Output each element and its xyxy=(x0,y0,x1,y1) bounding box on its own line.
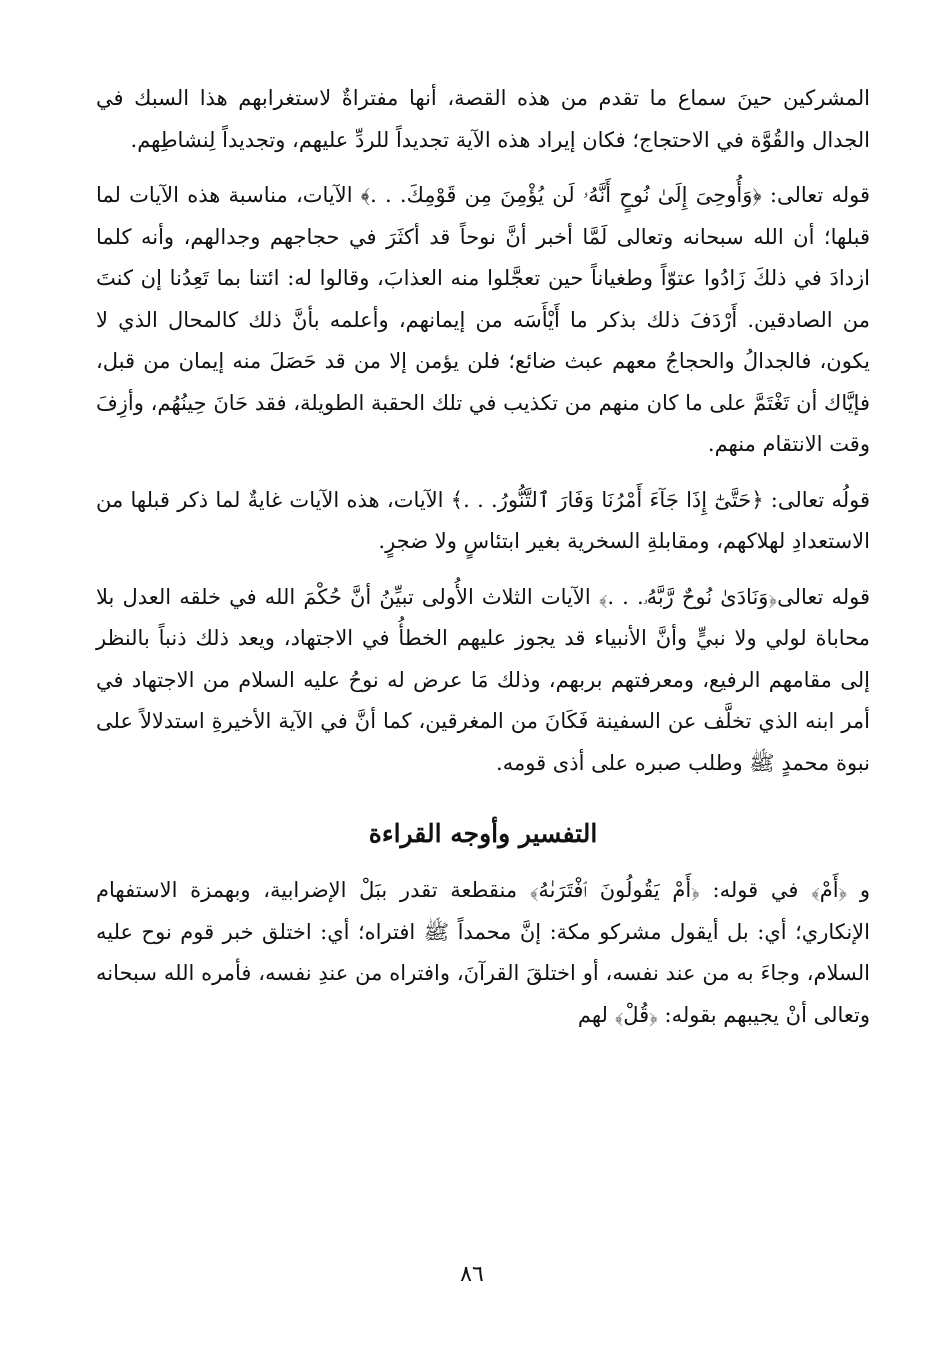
page-body xyxy=(96,78,870,1036)
page-number: ٨٦ xyxy=(460,1262,484,1287)
paragraph-1: المشركين حينَ سماع ما تقدم من هذه القصة، أنها مفتراةٌ لاستغرابهم هذا السبك في الجدال والقُوَّة في الاحتجاج؛ فكان إيراد هذه الآية تجديداً للردِّ عليهم، وتجديداً لِنشاطِهم. xyxy=(96,86,870,152)
section-heading: التفسير وأوجه القراءة xyxy=(368,819,598,848)
paragraph-4: قوله تعالى﴿وَنَادَىٰ نُوحٌ رَّبَّهُۥ. . .﴾ الآيات الثلاث الأُولى تبيِّنُ أنَّ حُكْمَ الله في خلقه العدل بلا محاباة لولي ولا نبيٍّ وأنَّ الأنبياء قد يجوز عليهم الخطأُ في الاجتهاد، ويعد ذلك ذنباً بالنظر إلى مقامهم الرفيع، ومعرفتهم بربهم، وذلك مَا عرض له نوحُ عليه السلام من الاجتهاد في أمر ابنه الذي تخلَّف عن السفينة فَكَانَ من المغرقين، كما أنَّ في الآية الأخيرةِ استدلالاً على نبوة محمدٍ ﷺ وطلب صبره على أذى قومه. xyxy=(96,584,870,775)
paragraph-3: قولُه تعالى: ﴿حَتَّىٰٓ إِذَا جَآءَ أَمْرُنَا وَفَارَ ٱلتَّنُّورُ. . .﴾ الآيات، هذه الآيات غايةٌ لما ذكر قبلها من الاستعدادِ لهلاكهم، ومقابلةِ السخرية بغير ابتئاسٍ ولا ضجرٍ. xyxy=(96,487,870,553)
paragraph-5: و ﴿أَمْ﴾ في قوله: ﴿أَمْ يَقُولُونَ ٱفْتَرَىٰهُ﴾ منقطعة تقدر ببَلْ الإضرابية، وبهمزة الاستفهام الإنكاري؛ أي: بل أيقول مشركو مكة: إنَّ محمداً ﷺ افتراه؛ أي: اختلق خبر قوم نوح عليه السلام، وجاءَ به من عند نفسه، أو اختلقَ القرآنَ، وافتراه من عندِ نفسه، فأمره الله سبحانه وتعالى أنْ يجيبهم بقوله: ﴿قُلْ﴾ لهم xyxy=(96,878,870,1027)
paragraph-2: قوله تعالى: ﴿وَأُوحِىَ إِلَىٰ نُوحٍ أَنَّهُۥ لَن يُؤْمِنَ مِن قَوْمِكَ. . .﴾ الآيات، مناسبة هذه الآيات لما قبلها؛ أن الله سبحانه وتعالى لَمَّا أخبر أنَّ نوحاً قد أكثَرَ في حجاجهم وجدالهم، وأنه كلما ازدادَ في ذلكَ زَادُوا عتوّاً وطغياناً حين تعجَّلوا منه العذابَ، وقالوا له: ائتنا بما تَعِدُنا إن كنتَ من الصادقين. أَرْدَفَ ذلك بذكر ما أَيْأَسَه من إيمانهم، وأعلمه بأنَّ ذلك كالمحال الذي لا يكون، فالجدالُ والحجاجُ معهم عبث ضائع؛ فلن يؤمن إلا من قد حَصَلَ منه إيمان من قبل، فإيَّاك أن تَغْتَمَّ على ما كان منهم من تكذيب في تلك الحقبة الطويلة، فقد حَانَ حِينُهُم، وأزِفَ وقت الانتقام منهم. xyxy=(96,183,870,456)
